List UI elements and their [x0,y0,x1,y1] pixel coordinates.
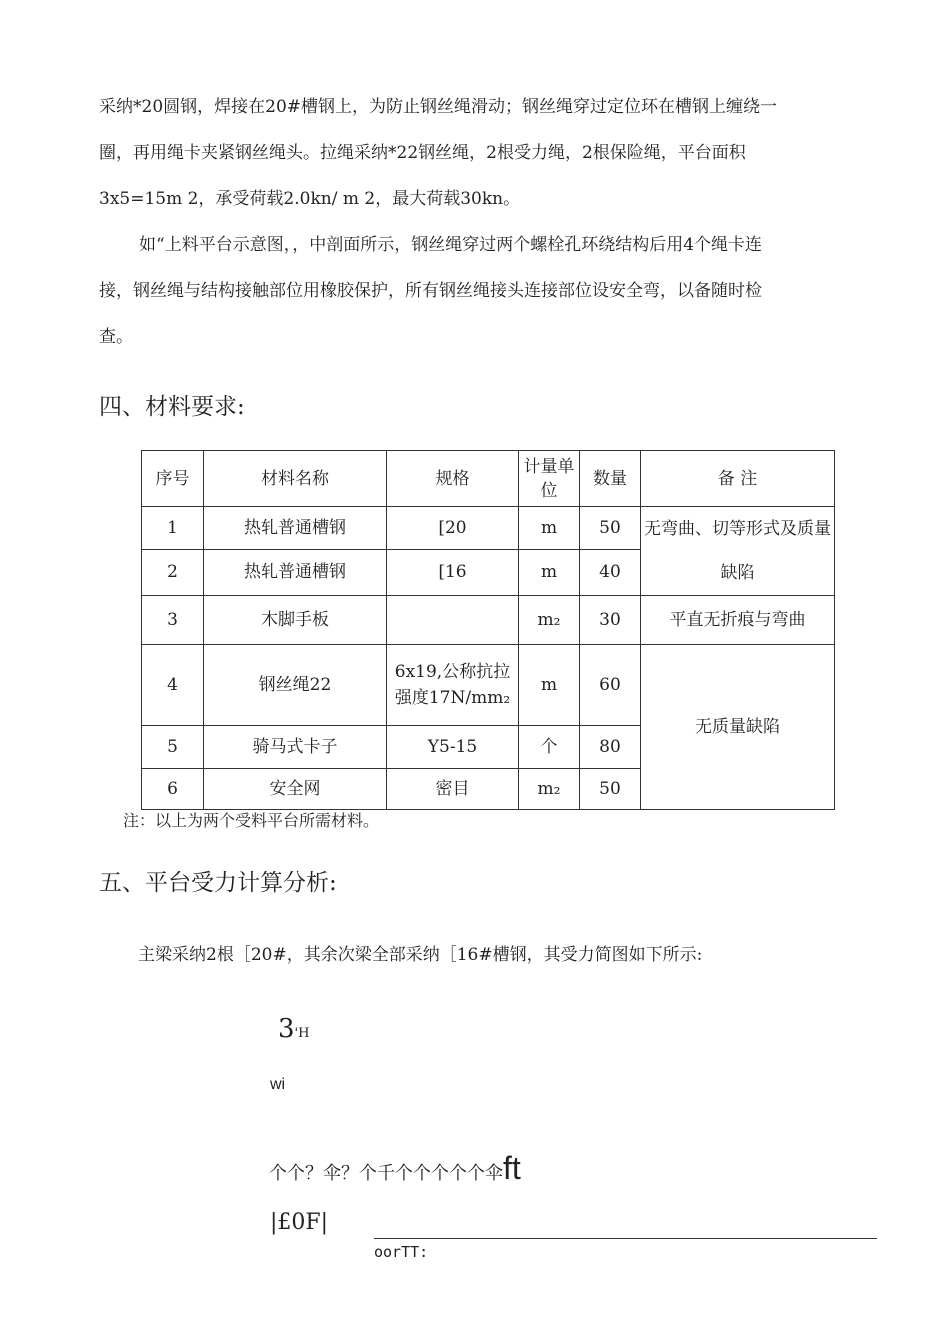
text-line: 采纳*20圆钢，焊接在20#槽钢上，为防止钢丝绳滑动；钢丝绳穿过定位环在槽钢上缠绕一 [99,97,778,117]
cell-spec: Y5-15 [387,726,519,769]
header-cell: 备 注 [641,451,835,507]
header-cell: 材料名称 [204,451,387,507]
cell-qty: 40 [580,549,641,595]
cell-qty: 80 [580,726,641,769]
cell-remark: 平直无折痕与弯曲 [641,596,835,645]
diagram-label [278,1014,309,1044]
materials-table [141,450,835,810]
load-label: ft [503,1150,521,1186]
load-arrows-text: 个个？伞？个千个个个个个伞 [269,1163,503,1184]
beam-line [374,1238,877,1239]
diagram-label: oorTT: [374,1243,429,1261]
text-line: 接，钢丝绳与结构接触部位用橡胶保护，所有钢丝绳接头连接部位设安全弯，以备随时检 [99,281,762,301]
cell-name: 骑马式卡子 [204,726,387,769]
cell-spec [387,596,519,645]
cell-unit: m₂ [519,596,580,645]
table-header-row [142,451,835,507]
cell-unit: m [519,549,580,595]
header-cell: 序号 [142,451,204,507]
cell-qty: 50 [580,507,641,550]
cell-name: 安全网 [204,769,387,810]
table-row [142,596,835,645]
header-cell: 计量单位 [519,451,580,507]
cell-qty: 60 [580,645,641,726]
diagram-label-main: 3 [278,1014,295,1044]
text-line: 如“上料平台示意图，，中剖面所示，钢丝绳穿过两个螺栓孔环绕结构后用4个绳卡连 [139,235,763,255]
cell-name: 热轧普通槽钢 [204,549,387,595]
cell-spec: 6x19,公称抗拉强度17N/mm₂ [387,645,519,726]
text-line: 圈，再用绳卡夹紧钢丝绳头。拉绳采纳*22钢丝绳，2根受力绳，2根保险绳，平台面积 [99,143,746,163]
diagram-label-sub: 'H [294,1026,310,1041]
paragraph-1 [99,84,881,222]
cell-no: 3 [142,596,204,645]
cell-no: 6 [142,769,204,810]
cell-name: 木脚手板 [204,596,387,645]
cell-unit: 个 [519,726,580,769]
section-5-intro: 主梁采纳2根［20#，其余次梁全部采纳［16#槽钢，其受力简图如下所示: [138,945,703,965]
header-cell: 规格 [387,451,519,507]
cell-spec: 密目 [387,769,519,810]
cell-remark: 无弯曲、切等形式及质量缺陷 [641,507,835,596]
cell-no: 5 [142,726,204,769]
cell-name: 热轧普通槽钢 [204,507,387,550]
text-line: 3x5=15m 2，承受荷载2.0kn/ m 2，最大荷载30kn。 [99,189,521,209]
cell-qty: 50 [580,769,641,810]
text-line: 查。 [99,327,133,347]
cell-no: 2 [142,549,204,595]
cell-no: 1 [142,507,204,550]
section-4-title: 四、材料要求: [99,394,245,420]
table-row [142,507,835,550]
cell-unit: m₂ [519,769,580,810]
table-row [142,645,835,726]
cell-spec: [20 [387,507,519,550]
cell-spec: [16 [387,549,519,595]
cell-qty: 30 [580,596,641,645]
cell-unit: m [519,645,580,726]
cell-no: 4 [142,645,204,726]
header-cell: 数量 [580,451,641,507]
table-note: 注：以上为两个受料平台所需材料。 [123,811,380,830]
cell-remark: 无质量缺陷 [641,645,835,810]
cell-name: 钢丝绳22 [204,645,387,726]
diagram-load-arrows [269,1150,521,1187]
diagram-label: |£0F| [270,1210,329,1235]
paragraph-2 [99,222,881,360]
cell-unit: m [519,507,580,550]
section-5-title: 五、平台受力计算分析: [99,870,337,896]
diagram-label: wi [270,1076,286,1093]
